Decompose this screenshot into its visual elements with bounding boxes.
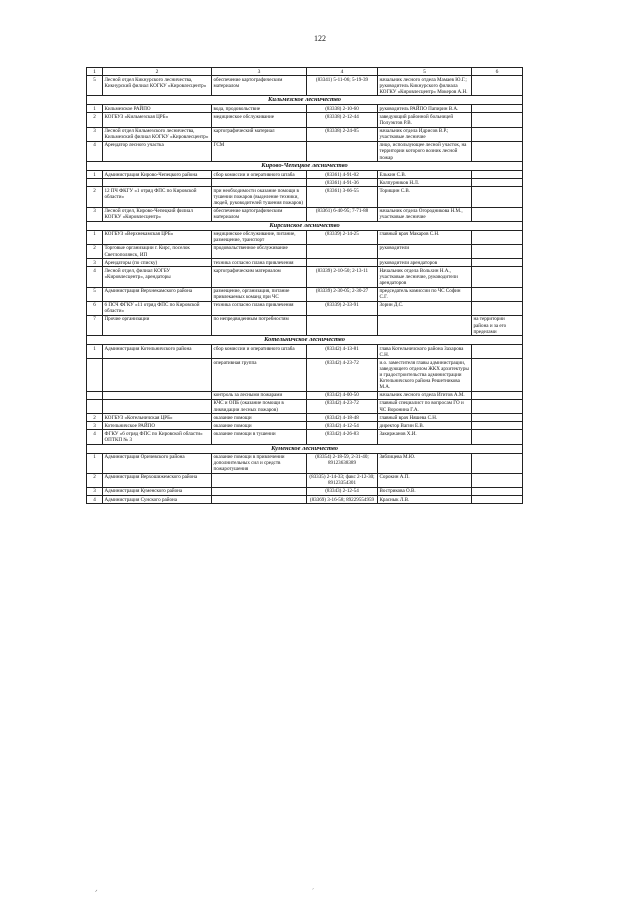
table-row: [87, 113, 523, 127]
responsible-person-cell: начальник лесного отдела Игитов А.М.: [378, 391, 472, 399]
table-body: [87, 68, 523, 504]
note-cell: [472, 496, 523, 504]
row-number-cell: 2: [87, 113, 103, 127]
note-cell: [472, 287, 523, 301]
responsible-person-cell: директор Вагин Е.В.: [378, 422, 472, 430]
responsible-person-cell: руководители: [378, 244, 472, 258]
organization-cell: Лесной отдел, филиал КОГБУ «Кировлесцентр», арендаторы: [103, 267, 212, 287]
note-cell: [472, 105, 523, 113]
task-cell: [212, 487, 307, 495]
organization-cell: КОГБУЗ «Верхнекамская ЦРБ»: [103, 230, 212, 244]
row-number-cell: 3: [87, 259, 103, 267]
note-cell: [472, 230, 523, 244]
responsible-person-cell: Торищин С.В.: [378, 187, 472, 207]
organization-cell: ФГКУ «6 отряд ФПС по Кировской области» ОПТКП № 3: [103, 430, 212, 444]
note-cell: [472, 171, 523, 179]
responsible-person-cell: Вострикова О.В.: [378, 487, 472, 495]
note-cell: [472, 422, 523, 430]
table-row: [87, 127, 523, 141]
organization-cell: 6 ПСЧ ФГКУ «11 отряд ФПС по Кировской области»: [103, 301, 212, 315]
section-title: Кирово-Чепецкое лесничество: [87, 162, 523, 171]
responsible-person-cell: Елькин С.В.: [378, 171, 472, 179]
section-header-row: [87, 162, 523, 171]
phone-cell: (83354) 2-18-59, 2-31-40; 89123638389: [307, 453, 378, 473]
organization-cell: КОГБУЗ «Котельничская ЦРБ»: [103, 414, 212, 422]
organization-cell: Администрация Кирово-Чепецкого района: [103, 171, 212, 179]
task-cell: размещение, организация, питание привлекаемых команд при ЧС: [212, 287, 307, 301]
phone-cell: (83335) 2-14-33; факс 2-12-30; 89123354301: [307, 473, 378, 487]
table-row: [87, 187, 523, 207]
note-cell: [472, 187, 523, 207]
phone-cell: (83342) 4-23-72: [307, 359, 378, 391]
table-row: [87, 422, 523, 430]
task-cell: [212, 496, 307, 504]
phone-cell: (83361) 4-91-36: [307, 179, 378, 187]
task-cell: КЧС и ОПБ (оказание помощи в ликвидации лесных пожаров): [212, 399, 307, 413]
phone-cell: [307, 141, 378, 161]
phone-cell: [307, 259, 378, 267]
note-cell: [472, 430, 523, 444]
table-row: [87, 267, 523, 287]
row-number-cell: 5: [87, 76, 103, 96]
row-number-cell: [87, 179, 103, 187]
responsible-person-cell: начальник отдела Идрисов В.Р.; участковые лесничие: [378, 127, 472, 141]
responsible-person-cell: Краснык Л.В.: [378, 496, 472, 504]
table-row: [87, 171, 523, 179]
organization-cell: [103, 179, 212, 187]
note-cell: [472, 345, 523, 359]
organization-cell: Котельничское РАЙПО: [103, 422, 212, 430]
organization-cell: [103, 359, 212, 391]
phone-cell: (83338) 2-10-60: [307, 105, 378, 113]
organization-cell: Администрация Верхнекамского района: [103, 287, 212, 301]
phone-cell: (83342) 4-12-54: [307, 422, 378, 430]
table-row: [87, 345, 523, 359]
section-title: Котельничское лесничество: [87, 336, 523, 345]
phone-cell: [307, 244, 378, 258]
scan-artifact: ˊ: [312, 889, 314, 895]
phone-cell: (83338) 2-12-44: [307, 113, 378, 127]
row-number-cell: 2: [87, 244, 103, 258]
table-row: [87, 230, 523, 244]
phone-cell: (83361) 6-40-95; 7-71-88: [307, 207, 378, 221]
organization-cell: Арендаторы (по списку): [103, 259, 212, 267]
phone-cell: (83342) 4-23-72: [307, 399, 378, 413]
organization-cell: Торговые организации г. Кирс, поселок Светлополянск, ИП: [103, 244, 212, 258]
phone-cell: (83342) 4-13-81: [307, 345, 378, 359]
phone-cell: (83339) 2-30-05; 2-30-27: [307, 287, 378, 301]
row-number-cell: 4: [87, 141, 103, 161]
row-number-cell: 3: [87, 127, 103, 141]
header-cell: 2: [103, 68, 212, 76]
responsible-person-cell: [378, 315, 472, 335]
phone-cell: (83361) 4-91-02: [307, 171, 378, 179]
header-cell: 4: [307, 68, 378, 76]
responsible-person-cell: начальник лесного отдела Мамаев Ю.Г.; руководитель Кикнурского филиала КОГКУ «Кировлесцентр» Мокеров А.Н.: [378, 76, 472, 96]
note-cell: [472, 179, 523, 187]
organization-cell: Лесной отдел, Кирово-Чепецкий филиал КОГКУ «Кировлесцентр»: [103, 207, 212, 221]
task-cell: по непредвиденным потребностям: [212, 315, 307, 335]
organization-cell: Лесной отдел Кильмезского лесничества, Кильмезский филиал КОГКУ «Кировлесцентр»: [103, 127, 212, 141]
row-number-cell: [87, 399, 103, 413]
table-row: [87, 207, 523, 221]
table-row: [87, 259, 523, 267]
task-cell: сбор комиссии и оперативного штаба: [212, 171, 307, 179]
table-row: [87, 179, 523, 187]
organization-cell: КОГБУЗ «Кильмезская ЦРБ»: [103, 113, 212, 127]
responsible-person-cell: Закиржанов Х.И.: [378, 430, 472, 444]
phone-cell: (83369) 3-16-58; 89229554959: [307, 496, 378, 504]
responsible-person-cell: глава Котельничского района Захарова С.Н.: [378, 345, 472, 359]
organization-cell: Администрация Сунского района: [103, 496, 212, 504]
task-cell: вода, продовольствие: [212, 105, 307, 113]
task-cell: медицинское обслуживание, питание, размещение, транспорт: [212, 230, 307, 244]
note-cell: [472, 141, 523, 161]
section-header-row: [87, 221, 523, 230]
row-number-cell: 1: [87, 171, 103, 179]
row-number-cell: [87, 359, 103, 391]
organization-cell: Лесной отдел Кикнурского лесничества, Кикнурский филиал КОГКУ «Кировлесцентр»: [103, 76, 212, 96]
note-cell: [472, 113, 523, 127]
task-cell: оперативная группа: [212, 359, 307, 391]
responsible-person-cell: главный врач Макаров С.Н.: [378, 230, 472, 244]
table-row: [87, 315, 523, 335]
table-row: [87, 244, 523, 258]
phone-cell: (83361) 3-66-55: [307, 187, 378, 207]
phone-cell: (83339) 2-33-91: [307, 301, 378, 315]
table-row: [87, 487, 523, 495]
task-cell: картографическим материалом: [212, 267, 307, 287]
row-number-cell: 4: [87, 430, 103, 444]
row-number-cell: 3: [87, 487, 103, 495]
responsible-person-cell: лицо, использующее лесной участок, на территории которого возник лесной пожар: [378, 141, 472, 161]
organization-cell: Кильмезское РАЙПО: [103, 105, 212, 113]
row-number-cell: 2: [87, 187, 103, 207]
organization-cell: Администрация Котельничского района: [103, 345, 212, 359]
section-header-row: [87, 96, 523, 105]
row-number-cell: 6: [87, 301, 103, 315]
header-cell: 1: [87, 68, 103, 76]
scan-artifact: ᐟ: [95, 890, 98, 896]
row-number-cell: 3: [87, 422, 103, 430]
phone-cell: (83343) 2-12-54: [307, 487, 378, 495]
organization-cell: Прочие организации: [103, 315, 212, 335]
responsible-person-cell: Зорин Д.С.: [378, 301, 472, 315]
task-cell: обеспечение картографическим материалом: [212, 207, 307, 221]
table-row: [87, 141, 523, 161]
task-cell: оказание помощи: [212, 414, 307, 422]
section-title: Кильмезское лесничество: [87, 96, 523, 105]
row-number-cell: 1: [87, 453, 103, 473]
phone-cell: [307, 315, 378, 335]
task-cell: сбор комиссии и оперативного штаба: [212, 345, 307, 359]
note-cell: [472, 244, 523, 258]
note-cell: [472, 301, 523, 315]
organizations-table: [86, 67, 523, 504]
responsible-person-cell: главный специалист по вопросам ГО и ЧС Воронина Г.А.: [378, 399, 472, 413]
section-title: Куменское лесничество: [87, 444, 523, 453]
phone-cell: (83341) 5-11-06; 5-19-39: [307, 76, 378, 96]
note-cell: [472, 259, 523, 267]
responsible-person-cell: главный врач Няшева С.Н.: [378, 414, 472, 422]
phone-cell: (83339) 2-10-50; 2-13-11: [307, 267, 378, 287]
note-cell: [472, 414, 523, 422]
phone-cell: (83339) 2-14-25: [307, 230, 378, 244]
organization-cell: Администрация Оричевского района: [103, 453, 212, 473]
section-title: Кирсинское лесничество: [87, 221, 523, 230]
note-cell: [472, 359, 523, 391]
organizations-table-wrapper: [86, 67, 522, 504]
organization-cell: Администрация Куменского района: [103, 487, 212, 495]
task-cell: картографический материал: [212, 127, 307, 141]
row-number-cell: 1: [87, 105, 103, 113]
responsible-person-cell: Сорокин А.П.: [378, 473, 472, 487]
row-number-cell: 4: [87, 267, 103, 287]
responsible-person-cell: Начальник отдела Вольхин Н.А., участковые лесничие, руководители арендаторов: [378, 267, 472, 287]
table-row: [87, 496, 523, 504]
responsible-person-cell: руководители арендаторов: [378, 259, 472, 267]
task-cell: обеспечение картографическим материалом: [212, 76, 307, 96]
task-cell: оказание помощи в тушении: [212, 430, 307, 444]
task-cell: [212, 179, 307, 187]
row-number-cell: 2: [87, 473, 103, 487]
responsible-person-cell: и.о. заместителя главы администрации, заведующего отделом ЖКХ архитектуры и градостроительства администрации Котельничского района Решетникова М.А.: [378, 359, 472, 391]
row-number-cell: 7: [87, 315, 103, 335]
phone-cell: (83342) 4-26-83: [307, 430, 378, 444]
organization-cell: [103, 399, 212, 413]
table-row: [87, 301, 523, 315]
note-cell: [472, 399, 523, 413]
task-cell: [212, 473, 307, 487]
page-number: 122: [314, 34, 326, 43]
organization-cell: [103, 391, 212, 399]
table-row: [87, 430, 523, 444]
note-cell: [472, 453, 523, 473]
table-row: [87, 105, 523, 113]
section-header-row: [87, 444, 523, 453]
note-cell: [472, 473, 523, 487]
phone-cell: (83338) 2-24-05: [307, 127, 378, 141]
phone-cell: (83342) 4-00-50: [307, 391, 378, 399]
table-row: [87, 287, 523, 301]
note-cell: [472, 267, 523, 287]
table-row: [87, 399, 523, 413]
row-number-cell: 3: [87, 207, 103, 221]
task-cell: продовольственное обслуживание: [212, 244, 307, 258]
task-cell: ГСМ: [212, 141, 307, 161]
responsible-person-cell: Зяблицева М.Ю.: [378, 453, 472, 473]
note-cell: [472, 207, 523, 221]
table-header-row: [87, 68, 523, 76]
row-number-cell: 1: [87, 230, 103, 244]
header-cell: 3: [212, 68, 307, 76]
row-number-cell: [87, 391, 103, 399]
table-row: [87, 453, 523, 473]
note-cell: на территории района и за его пределами: [472, 315, 523, 335]
header-cell: 6: [472, 68, 523, 76]
phone-cell: (83342) 4-18-48: [307, 414, 378, 422]
responsible-person-cell: начальник отдела Огородникова Н.М., участковые лесничие: [378, 207, 472, 221]
organization-cell: Арендатор лесного участка: [103, 141, 212, 161]
row-number-cell: 2: [87, 414, 103, 422]
row-number-cell: 4: [87, 496, 103, 504]
note-cell: [472, 487, 523, 495]
responsible-person-cell: Колпурников Н.Л.: [378, 179, 472, 187]
row-number-cell: 1: [87, 345, 103, 359]
task-cell: оказание помощи: [212, 422, 307, 430]
responsible-person-cell: председатель комиссии по ЧС Софин С.Г.: [378, 287, 472, 301]
responsible-person-cell: заведующий районной больницей Полуэктов Р.В.: [378, 113, 472, 127]
table-row: [87, 76, 523, 96]
task-cell: медицинское обслуживание: [212, 113, 307, 127]
note-cell: [472, 391, 523, 399]
task-cell: контроль за лесными пожарами: [212, 391, 307, 399]
section-header-row: [87, 336, 523, 345]
organization-cell: Администрация Верхошижемского района: [103, 473, 212, 487]
task-cell: техника согласно плана привлечения: [212, 301, 307, 315]
task-cell: при необходимости оказание помощи в тушении пожаров (выделение техники, людей, руководителей тушения пожаров): [212, 187, 307, 207]
row-number-cell: 5: [87, 287, 103, 301]
task-cell: техника согласно плана привлечения: [212, 259, 307, 267]
task-cell: оказание помощи в привлечении дополнительных сил и средств пожаротушения: [212, 453, 307, 473]
table-row: [87, 359, 523, 391]
responsible-person-cell: руководитель РАЙПО Папирин В.А.: [378, 105, 472, 113]
note-cell: [472, 76, 523, 96]
header-cell: 5: [378, 68, 472, 76]
table-row: [87, 414, 523, 422]
table-row: [87, 473, 523, 487]
note-cell: [472, 127, 523, 141]
table-row: [87, 391, 523, 399]
organization-cell: 12 ПЧ ФКГУ «1 отряд ФПС по Кировской области»: [103, 187, 212, 207]
